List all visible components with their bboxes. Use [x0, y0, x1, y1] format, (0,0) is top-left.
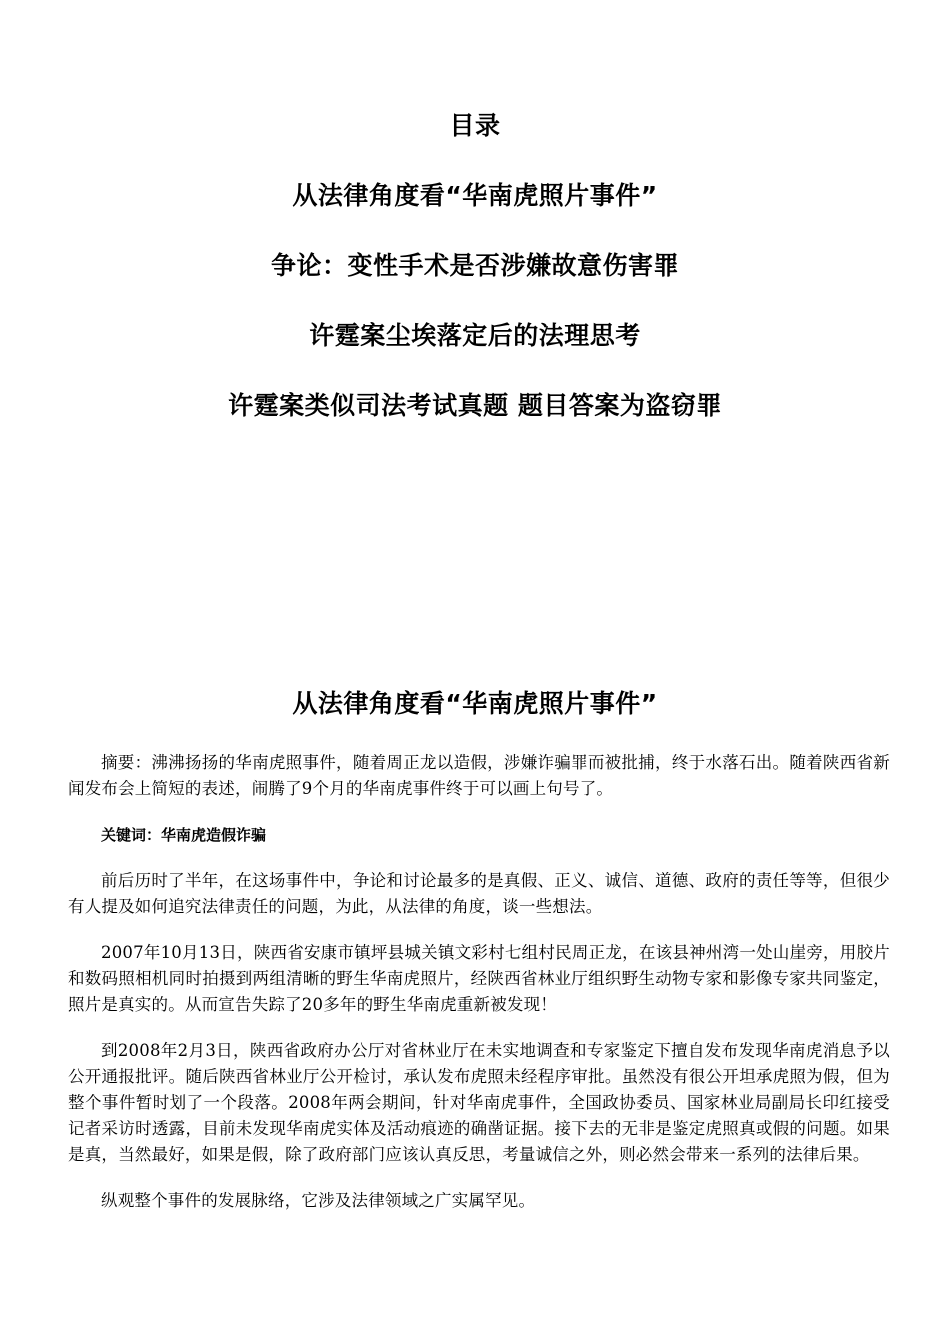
body-paragraph: 纵观整个事件的发展脉络，它涉及法律领域之广实属罕见。	[101, 1191, 536, 1210]
body-paragraph: 前后历时了半年，在这场事件中，争论和讨论最多的是真假、正义、诚信、道德、政府的责任等等，但很少有人提及如何追究法律责任的问题，为此，从法律的角度，谈一些想法。	[68, 871, 890, 916]
toc-heading: 目录	[449, 111, 501, 140]
table-of-contents	[0, 108, 950, 458]
abstract-paragraph: 摘要：沸沸扬扬的华南虎照事件，随着周正龙以造假，涉嫌诈骗罪而被批捕，终于水落石出。随着陕西省新闻发布会上简短的表述，闹腾了9个月的华南虎事件终于可以画上句号了。	[68, 753, 890, 798]
body-paragraph: 2007年10月13日，陕西省安康市镇坪县城关镇文彩村七组村民周正龙，在该县神州湾一处山崖旁，用胶片和数码照相机同时拍摄到两组清晰的野生华南虎照片，经陕西省林业厅组织野生动物专家和影像专家共同鉴定，照片是真实的。从而宣告失踪了20多年的野生华南虎重新被发现！	[68, 943, 890, 1014]
toc-item-xu-ting-reflection: 许霆案尘埃落定后的法理思考	[309, 321, 641, 350]
article-body	[68, 750, 890, 1234]
toc-item-xu-ting-exam-question: 许霆案类似司法考试真题 题目答案为盗窃罪	[228, 391, 722, 420]
toc-item-sex-change-surgery: 争论：变性手术是否涉嫌故意伤害罪	[270, 251, 679, 280]
body-paragraph: 到2008年2月3日，陕西省政府办公厅对省林业厅在未实地调查和专家鉴定下擅自发布发现华南虎消息予以公开通报批评。随后陕西省林业厅公开检讨，承认发布虎照未经程序审批。虽然没有很公开坦承虎照为假，但为整个事件暂时划了一个段落。2008年两会期间，针对华南虎事件，全国政协委员、国家林业局副局长印红接受记者采访时透露，目前未发现华南虎实体及活动痕迹的确凿证据。接下去的无非是鉴定虎照真或假的问题。如果是真，当然最好，如果是假，除了政府部门应该认真反思，考量诚信之外，则必然会带来一系列的法律后果。	[68, 1041, 890, 1164]
toc-item-huanan-tiger: 从法律角度看“华南虎照片事件”	[292, 181, 658, 210]
keywords-line: 关键词：华南虎造假诈骗	[101, 826, 267, 844]
article-title: 从法律角度看“华南虎照片事件”	[292, 689, 658, 718]
